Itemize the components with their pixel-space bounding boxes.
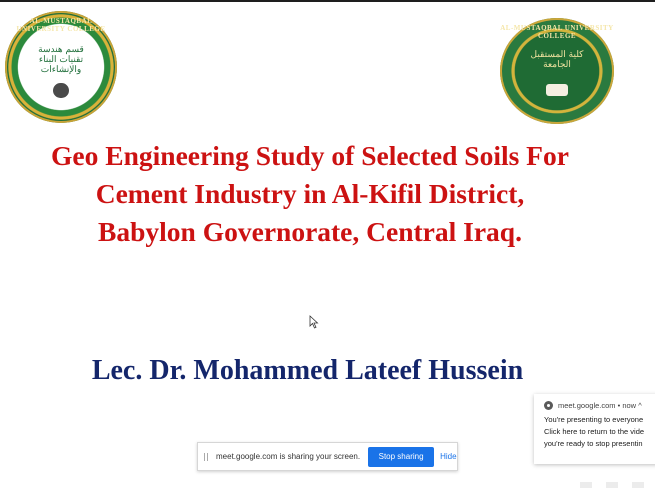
chevron-up-icon[interactable]: ^ <box>636 401 642 410</box>
emblem-icon <box>53 83 69 99</box>
notification-time: now <box>622 401 637 410</box>
logo-arabic-text: كلية المستقبل الجامعة <box>530 49 584 70</box>
separator-dot: • <box>615 401 623 410</box>
stop-sharing-button[interactable]: Stop sharing <box>368 447 434 467</box>
taskbar-partial <box>580 482 655 488</box>
chrome-icon <box>544 401 553 410</box>
mouse-cursor-icon <box>309 315 319 329</box>
presenting-notification[interactable] <box>534 394 655 464</box>
title-line-3: Babylon Governorate, Central Iraq. <box>98 216 522 247</box>
taskbar-icon[interactable] <box>580 482 592 488</box>
logo-ring-text: AL-MUSTAQBAL UNIVERSITY COLLEGE <box>16 17 106 33</box>
hide-button[interactable]: Hide <box>440 452 457 461</box>
slide-author: Lec. Dr. Mohammed Lateef Hussein <box>91 355 524 386</box>
share-message: meet.google.com is sharing your screen. <box>216 452 361 461</box>
book-icon <box>546 84 569 97</box>
notification-header <box>544 401 655 410</box>
window-top-edge <box>0 0 655 2</box>
logo-ring-text: AL-MUSTAQBAL UNIVERSITY COLLEGE <box>500 24 614 40</box>
notification-line: you're ready to stop presentin <box>544 439 643 448</box>
college-logo <box>500 18 614 124</box>
notification-line: You're presenting to everyone <box>544 415 644 424</box>
department-logo <box>5 11 117 123</box>
notification-source: meet.google.com <box>558 401 616 410</box>
title-line-1: Geo Engineering Study of Selected Soils For <box>51 140 569 171</box>
screen-share-bar <box>197 442 458 471</box>
drag-handle-icon[interactable] <box>204 453 208 461</box>
taskbar-icon[interactable] <box>606 482 618 488</box>
logo-arabic-text: قسم هندسة تقنيات البناء والإنشاءات <box>38 44 84 75</box>
notification-line: Click here to return to the vide <box>544 427 645 436</box>
title-line-2: Cement Industry in Al-Kifil District, <box>95 178 525 209</box>
slide-title <box>0 137 620 251</box>
taskbar-icon[interactable] <box>632 482 644 488</box>
